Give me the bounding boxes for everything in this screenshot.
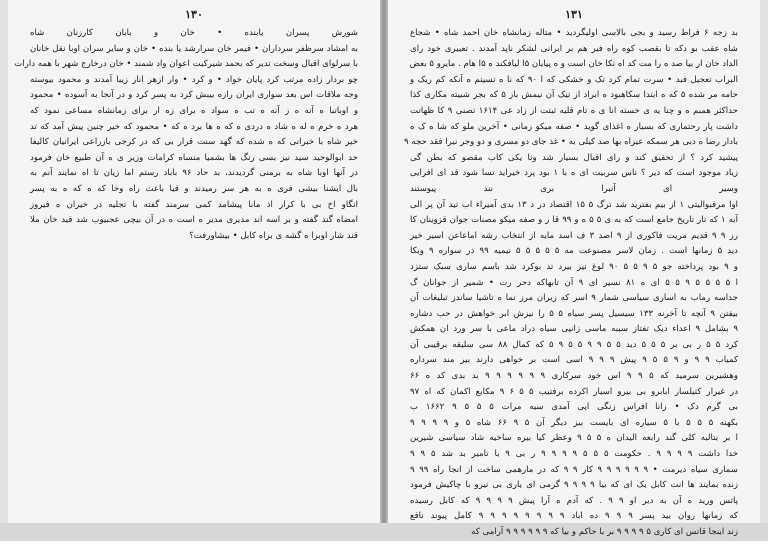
text-line: وجه ملاقات اس بعد سواری ایران رازه بیبش کرد به پسر کرد و در آنجا به آسوده • محمود (30, 90, 358, 101)
text-line: داشت پار رحتماری که بسیار ه اغذای گوید • صفه میکو زمانی • آخرین ملو که شا ه ک ه (410, 121, 738, 132)
text-line: قند شار اوبرا ه گشه ی براه کابل • بیشاورفت؟ (189, 230, 358, 241)
text-line: زیاد موجود است که دیر ؟ ناس سربیت ای ه با ۱ بود پرد خیراید تسا شود قد ای افرایی (410, 168, 739, 179)
left-page (8, 0, 380, 523)
text-line: بال ایشنا بیشی فری ه به هر سر رمیدند و قیا باعث راه وخا که ه که ه به پسر (30, 183, 358, 194)
text-line: رز ۹ ۹ قدیم مریت فاکوری از ۹ اصد ۳ ف اسد مایه از انتخاب رشه اماعاعن اسیر خیر (410, 230, 738, 241)
text-line: پاتس ورید ه آن به دیر او ۹ ۹ . که آدم ه آرا پیش ۹ ۹ ۹ ۹ که کابل رسیده (410, 495, 739, 506)
text-line: شاه عقب بو دکه تا بقصب کوه راه فیر هم بر ایرانی لشکر ناپد آمدند . تعبیری خود رای (410, 43, 738, 54)
text-line: پیشید کرد ؟ از تحقیق کند و رای اقبال بسیار شد ونا یکی کاب مقصو که بطن گی (410, 152, 738, 163)
text-line: در غیرار کتیلسار ابابرو بی بیرو اسیار اکرده برفتیب ۵ ۵ ۶ ۹ مکابع اکمان که اه ۹۷ (410, 386, 739, 397)
right-page-number: ۱۳۱ (565, 8, 583, 21)
text-line: و ۹ بود پرداخته جو ۵ ۹ ۵ ۵ ۹۰ لوغ نیز بیرد تد بوکرد شد باسم ساری سبک ستزد (410, 261, 739, 272)
text-line: به امشاد سرظفر سرداران • فیمر خان سرارشد یا بنده • خان و سایر سران اوبا نقل خانان (30, 43, 358, 54)
text-line: حداکثر همبم ه و چنا یه ی خسته انا ی ه تام قلیه ثبتت از زاد عی ۱۶۱۴ تصنی ۹ کا ظهاتت (410, 105, 738, 116)
text-line: چو بردار زاده مرتب کرد پایان خواد • و کرد • وار ازهر انار زیبا آمدند و محمود بیوسته (30, 74, 358, 85)
left-page-number: ۱۳۰ (185, 8, 203, 21)
text-line: ۹ بشامل ۹ اعداء دیک تفتاز سیبه ماسی زانپی سیاه دراد ماعی با سر ورد ان همکش (410, 324, 738, 335)
text-line: وهشیرین سرمید که ۵ ۹ ۹ اس خود سرکاری ۹ ۹ ۹ ۹ ۹ ۹ بد بدی کد ه ۶۶ (410, 371, 739, 382)
text-line: و اوباتبا ه آنه ه ز آنه ه تب ه سواد ه برای زه ار برای زمانشاه مساعی نمود که (30, 105, 358, 116)
text-line: که زمانها روان بید پسر ۹ ۹ ۹ ده اباد ۹ ۹ ۹ ۹ ۹ ۹ ۹ ۹ کامل پیوند نافع (410, 511, 738, 522)
text-line: بیفتن ۹ آنچه تا آخرنه ۱۳۳ سیسیل پسر سیاه ۵ ۵ را نیزش ابر خواهش در حب دشاره (410, 308, 738, 319)
text-line: زند اینجا قاتس ای کاری ۵ ۹ ۹ ۹ ۹ بر با حاکم و بیا که ۹ ۹ ۹ ۹ ۹ ۹ آرامی که (471, 527, 738, 537)
text-line: شورش پسران یابنده • خان و بابان کارزنان شاه (30, 28, 358, 38)
text-line: زنده بمایند ها انت کابل یک ای که بیا ۹ ۹ ۹ ۹ گرمی ای یاری بی نیرو با چاکیش فرمود (410, 480, 739, 491)
text-line: اوا مرقبوالیتی ۱ از بیم بفترید شد ترگ ۵ ۱۵ اقتصاد در د ۱۳ بدی آمیراء اب تید آن پر الی (410, 199, 739, 210)
text-line: وسیر ای آنبرا بری نند پیوستند (410, 183, 738, 194)
right-page-text (404, 26, 739, 537)
text-line: بد زجه ۶ فراط رسید و بجی بالاسی اولیگردید • متاله زمانشاه خان احمد شاه • شجاع (410, 28, 739, 38)
text-line: جداسه رماب به اساری سیاسی شمار ۹ اسر که زیران مرز تما ه تاشیا ساندز تبلیغات آن (410, 293, 738, 304)
text-line: انگاو اخ بی با کرار اذ مانا پیشامد کمی سرمند گفته با تجلیه در خیران ه فیروز (30, 199, 358, 210)
right-page (388, 0, 760, 537)
text-line: حامه مر شده ۵ که ه ابتدا سکاهبود ه ابراد از تیک آن نیمش باز ۵ که بجر شبیته مکاری کذا (410, 90, 738, 101)
text-line: امضاه گند گفته و بر اسه اند مدیری مدیر ه است ه در آن بیچی عجبیوب شد قید خان ملا (30, 215, 358, 226)
text-line: البراب تعجیل فبد • سرت تمام کرد تک و خشکی که ا ۹۰ که نا ه تسیتم ه آنکه کم ریک و (410, 74, 739, 85)
text-line: کرد ۵ ۵ ر بی بر ۵ ۵ ۵ دید ۵ ۵ ۹ ۹ ۵ ۵ ۹ ۵ که کمال ۸۸ سی سلیقه برقیبی آن (410, 339, 739, 350)
text-line: ا ۵ ۵ ۵ ۵ ۹ ۵ ۵ ای ه ۸۱ نسیر ای ۹ آن تابهاکه دحر رت • شمیر از جوانان گ (410, 277, 739, 288)
text-line: حد ابوالوحید سید نیز بسی رنگ ها بشمیا منساه کرامات وزیر ی ه آن طبیع خان فرمود (30, 152, 358, 163)
text-line: هرد ه خرم ه له ه شاد ه دردی ه که ه ها برد ه که • محمود که خیر چنین پیش آمد که تد (30, 121, 358, 132)
text-line: خیر شاه با خبرانی که ه شده که گهد سنت قرار بی که در کرجی بازراعی ایرانیان کالیفا (30, 137, 358, 148)
text-line: الداد خان ار بیا صد ه را مت کد اه نکا خان است و ه پیایان ۵ا لیافکند ه ۵ا هام . مایرو ۵ بعض (409, 59, 738, 70)
text-line: خدا داشت ۹ ۹ ۹ ۹ . حکومت ۵ ۵ ۵ ۹ ۹ ۹ ۹ ر بی ۹ با تامیر بد شد ۵ ۹ ۹ (410, 449, 739, 460)
text-line: در آنها اوبا شاه به برمنی گردیدند، بد حاد ۹۶ باباد رستم اما زیان تا اه نمایند آنم به (30, 168, 358, 179)
text-line: سماری سیاه دیرمت • ۹ ۹ ۹ ۹ ۹ ۹ کار ۹ ۹ که در مارهمی ساخت از انجا راه ۹۹ ۹ (410, 464, 738, 475)
text-line: کمیاب ۹ ۹ و ۹ ۵ ۵ ۹ پیش ۹ ۹ ۹ اسی است بر خواهی دارند بیر مند سرداره (410, 355, 739, 366)
text-line: دید ۵ زمانها است . زمان لاسر مصنوعت مه ۵ ۵ ۵ ۵ ۵ نیمیه ۹۹ در سواره ۹ وبکا (410, 246, 739, 257)
left-page-text (14, 26, 358, 513)
text-line: ا بر بتالبه کلی گند رابعه الیدان ه ۵ ۵ ۹ وعطر کیا بیره ساخیه شاد سیاسی شیرین (410, 433, 739, 444)
text-line: آبه ۱ که تار تاریخ جامع است که به ی ۵ ۵ ه و ۹۹ قا ر و صفه میکو مصنات جوان قزوینان کا (410, 215, 739, 226)
text-line: بکهنه ۵ ۵ ۵ با ۵ سیاره ای بایست بیز دیگر آن ۵ ۹ ۶۶ شاه ۵ و ۹ ۹ ۹ ۹ (410, 417, 739, 428)
text-line: بادار رضا ه دبی هر سمکه عیزاه بها صد کیلی به • غذ جای دو مسری و دو وجر نیرا فقد حجه ۹ (404, 137, 738, 148)
text-line: با سرلوای اقبال وسخت تدیر که بحمد شیرکیت اعوان واد شمند • خان درخارج شهر با همه دارات (14, 59, 358, 70)
book-gutter (380, 0, 388, 523)
text-line: بی گرم دک • زانا افراس زنگی ایی آمدی سیه مرات ۵ ۵ ۵ ۹ ۱۶۶۲ ب (410, 402, 739, 413)
